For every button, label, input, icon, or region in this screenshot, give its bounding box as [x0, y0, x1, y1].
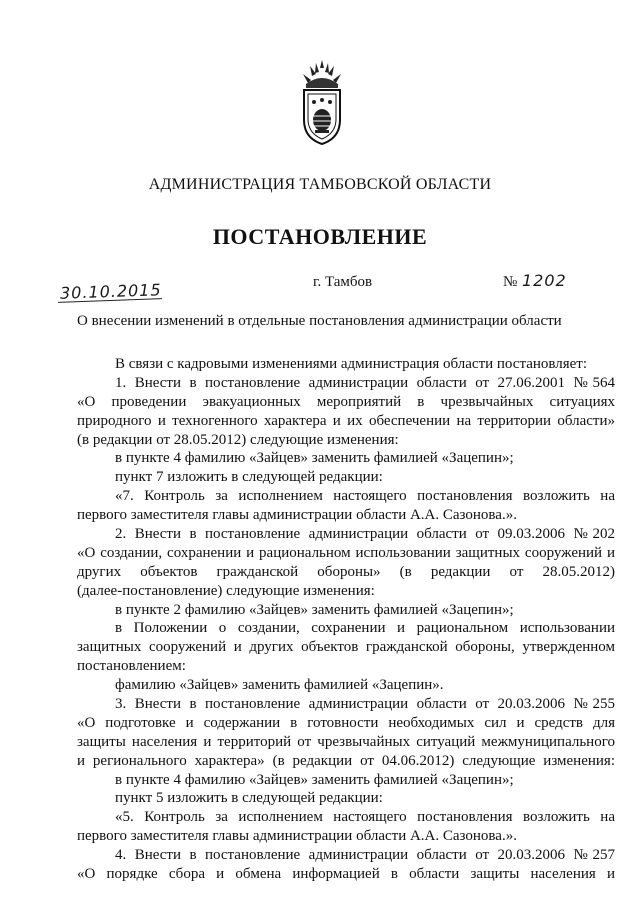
document-type-title: ПОСТАНОВЛЕНИЕ: [212, 224, 428, 249]
body-line: В связи с кадровыми изменениями администрация области постановляет:: [115, 356, 588, 372]
body-line: 4. Внести в постановление администрации области от 20.03.2006 №257: [115, 847, 615, 864]
body-line: защиты населения и территорий от чрезвычайных ситуаций межмуниципального: [77, 733, 615, 750]
organization-name: АДМИНИСТРАЦИЯ ТАМБОВСКОЙ ОБЛАСТИ: [148, 176, 492, 193]
document-body: [77, 355, 615, 884]
body-line: в пункте 4 фамилию «Зайцев» заменить фамилией «Зацепин»;: [115, 450, 514, 467]
body-line: 1. Внести в постановление администрации области от 27.06.2001 №564: [115, 374, 615, 391]
body-line: «О подготовке и содержании в готовности необходимых сил и средств для: [77, 714, 615, 731]
body-line: и регионального характера» (в редакции от 04.06.2012) следующие изменения:: [77, 752, 615, 769]
body-line: первого заместителя главы администрации области А.А. Сазонова.».: [77, 828, 517, 845]
body-line: постановлением:: [77, 658, 186, 675]
body-line: первого заместителя главы администрации области А.А. Сазонова.».: [77, 507, 517, 524]
body-line: (в редакции от 28.05.2012) следующие изменения:: [77, 431, 399, 448]
document-number-label: №: [503, 274, 518, 290]
body-line: «7. Контроль за исполнением настоящего постановления возложить на: [115, 488, 615, 505]
body-line: «О проведении эвакуационных мероприятий в чрезвычайных ситуациях: [77, 393, 615, 410]
body-line: в пункте 2 фамилию «Зайцев» заменить фамилией «Зацепин»;: [115, 601, 514, 618]
body-line: пункт 5 изложить в следующей редакции:: [115, 790, 383, 807]
body-line: защитных сооружений и других объектов гражданской обороны, утвержденном: [77, 639, 615, 656]
body-line: в Положении о создании, сохранении и рациональном использовании: [115, 620, 615, 637]
document-subject: О внесении изменений в отдельные постановления администрации области: [77, 313, 562, 329]
body-line: 2. Внести в постановление администрации области от 09.03.2006 №202: [115, 526, 615, 543]
document-city: г. Тамбов: [313, 274, 373, 290]
body-line: «О создании, сохранении и рациональном использовании защитных сооружений и: [77, 544, 615, 561]
body-line: природного и техногенного характера и их обеспечении на территории области»: [77, 412, 615, 429]
document-date: 30.10.2015: [59, 280, 162, 303]
body-line: других объектов гражданской обороны» (в редакции от 28.05.2012): [77, 563, 615, 580]
document-number: 1202: [522, 271, 567, 290]
body-line: пункт 7 изложить в следующей редакции:: [115, 469, 383, 486]
body-line: «О порядке сбора и обмена информацией в области защиты населения и: [77, 866, 615, 883]
coat-of-arms-icon: [296, 58, 348, 146]
body-line: (далее-постановление) следующие изменения:: [77, 582, 375, 599]
body-line: фамилию «Зайцев» заменить фамилией «Зацепин».: [115, 677, 444, 694]
body-line: «5. Контроль за исполнением настоящего постановления возложить на: [115, 809, 615, 826]
body-line: в пункте 4 фамилию «Зайцев» заменить фамилией «Зацепин»;: [115, 771, 514, 788]
body-line: 3. Внести в постановление администрации области от 20.03.2006 №255: [115, 696, 615, 713]
